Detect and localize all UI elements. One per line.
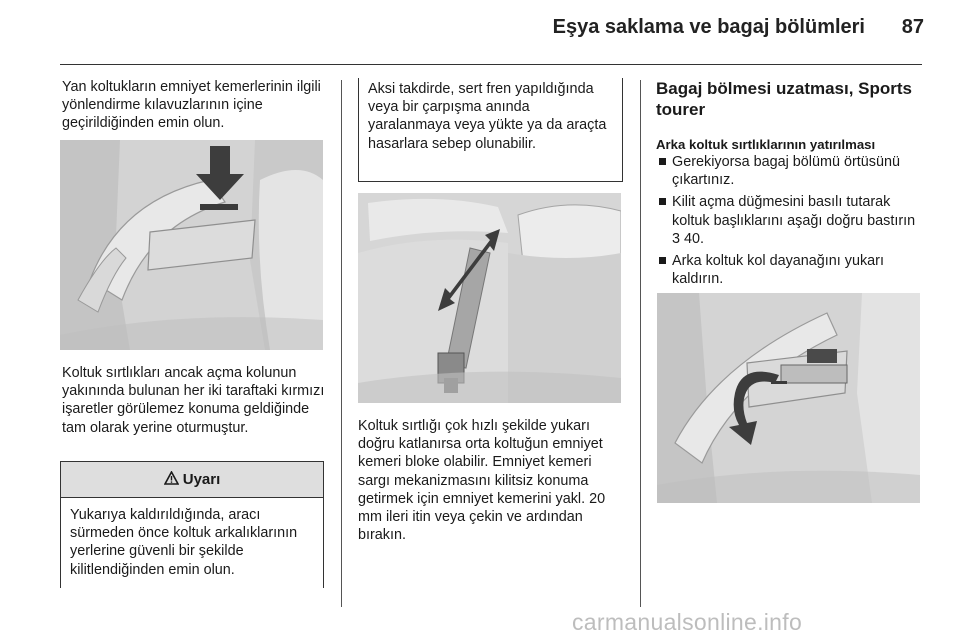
figure-center-seat-belt: [358, 193, 621, 403]
instruction-list: [658, 153, 924, 292]
warning-text: Yukarıya kaldırıldığında, aracı sürmeden önce koltuk arkalıklarının yerlerine güvenli bir şekilde kilitlendiğinden emin olun.: [70, 507, 298, 578]
warning-triangle-icon: [164, 471, 179, 489]
list-item: Gerekiyorsa bagaj bölümü örtüsünü çıkartınız.: [658, 153, 924, 189]
warning-box: [60, 461, 324, 588]
watermark: carmanualsonline.info: [572, 609, 803, 635]
figure-seat-belt-guide: [60, 140, 323, 350]
page-title: Eşya saklama ve bagaj bölümleri: [552, 16, 865, 38]
left-paragraph-2: Koltuk sırtlıkları ancak açma kolunun yakınında bulunan her iki taraftaki kırmızı işaretler görülemez konuma geldiğinde tam olarak yerine oturmuştur.: [62, 365, 325, 436]
left-paragraph-1: Yan koltukların emniyet kemerlerinin ilgili yönlendirme kılavuzlarının içine geçirildiğinden emin olun.: [62, 79, 321, 132]
bullet-square-icon: [659, 158, 666, 165]
figure-armrest-release: [657, 293, 920, 503]
middle-paragraph: Koltuk sırtlığı çok hızlı şekilde yukarı doğru katlanırsa orta koltuğun emniyet kemeri bloke olabilir. Emniyet kemeri sargı mekanizmasını kilitsiz konuma getirmek için emniyet kemerini yakl. 20 mm ileri itin veya çekin ve ardından bırakın.: [358, 418, 606, 544]
column-divider-left: [341, 80, 342, 607]
page-number: 87: [901, 16, 924, 38]
list-item: Kilit açma düğmesini basılı tutarak koltuk başlıklarını aşağı doğru bastırın 3 40.: [658, 193, 924, 248]
column-divider-right: [640, 80, 641, 607]
warning-continued-text: Aksi takdirde, sert fren yapıldığında veya bir çarpışma anında yaralanmaya veya yükte ya da araçta hasarlara sebep olunabilir.: [368, 81, 607, 152]
bullet-square-icon: [659, 198, 666, 205]
header-rule: [60, 64, 922, 65]
warning-box-continued: [358, 78, 623, 182]
sub-heading: Arka koltuk sırtlıklarının yatırılması: [656, 137, 876, 152]
list-item: Arka koltuk kol dayanağını yukarı kaldırın.: [658, 252, 924, 288]
warning-title: Uyarı: [182, 471, 221, 488]
bullet-square-icon: [659, 257, 666, 264]
warning-header: [61, 462, 323, 498]
section-heading: Bagaj bölmesi uzatması, Sports tourer: [656, 79, 913, 119]
